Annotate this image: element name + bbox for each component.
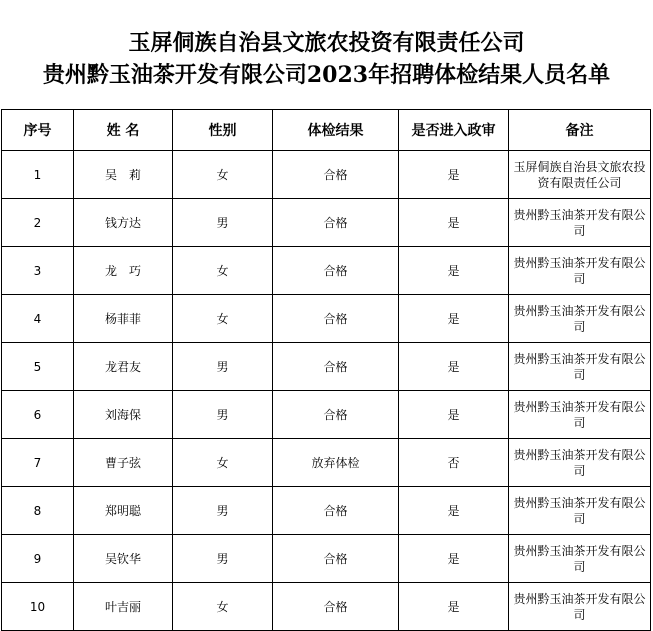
cell-no: 3 [2, 247, 74, 295]
cell-result: 合格 [273, 295, 399, 343]
cell-no: 2 [2, 199, 74, 247]
cell-no: 1 [2, 151, 74, 199]
table-row [2, 151, 651, 199]
cell-review: 是 [399, 199, 509, 247]
cell-name: 刘海保 [74, 391, 173, 439]
table-row [2, 535, 651, 583]
cell-gender: 男 [173, 535, 273, 583]
cell-result: 合格 [273, 487, 399, 535]
cell-review: 是 [399, 535, 509, 583]
cell-name: 郑明聪 [74, 487, 173, 535]
cell-result: 合格 [273, 151, 399, 199]
header-review: 是否进入政审 [399, 110, 509, 151]
cell-no: 7 [2, 439, 74, 487]
cell-review: 是 [399, 391, 509, 439]
cell-note: 贵州黔玉油茶开发有限公司 [509, 535, 651, 583]
cell-gender: 男 [173, 199, 273, 247]
cell-no: 4 [2, 295, 74, 343]
cell-name: 叶吉丽 [74, 583, 173, 631]
table-row [2, 199, 651, 247]
header-result: 体检结果 [273, 110, 399, 151]
table-row [2, 583, 651, 631]
cell-gender: 男 [173, 343, 273, 391]
title-line-1: 玉屏侗族自治县文旅农投资有限责任公司 [128, 30, 525, 56]
cell-note: 贵州黔玉油茶开发有限公司 [509, 391, 651, 439]
cell-no: 9 [2, 535, 74, 583]
cell-review: 否 [399, 439, 509, 487]
cell-no: 5 [2, 343, 74, 391]
cell-gender: 女 [173, 439, 273, 487]
cell-name: 吴 莉 [74, 151, 173, 199]
table-row [2, 487, 651, 535]
cell-result: 放弃体检 [273, 439, 399, 487]
cell-result: 合格 [273, 247, 399, 295]
cell-name: 吴钦华 [74, 535, 173, 583]
table-row [2, 247, 651, 295]
cell-no: 10 [2, 583, 74, 631]
cell-gender: 女 [173, 151, 273, 199]
cell-gender: 女 [173, 583, 273, 631]
cell-name: 龙 巧 [74, 247, 173, 295]
cell-note: 贵州黔玉油茶开发有限公司 [509, 199, 651, 247]
table-row [2, 343, 651, 391]
header-no: 序号 [2, 110, 74, 151]
cell-no: 6 [2, 391, 74, 439]
cell-result: 合格 [273, 535, 399, 583]
cell-note: 贵州黔玉油茶开发有限公司 [509, 343, 651, 391]
cell-note: 贵州黔玉油茶开发有限公司 [509, 247, 651, 295]
cell-review: 是 [399, 343, 509, 391]
cell-gender: 男 [173, 487, 273, 535]
cell-review: 是 [399, 583, 509, 631]
cell-name: 龙君友 [74, 343, 173, 391]
cell-no: 8 [2, 487, 74, 535]
cell-result: 合格 [273, 583, 399, 631]
cell-note: 贵州黔玉油茶开发有限公司 [509, 439, 651, 487]
cell-note: 贵州黔玉油茶开发有限公司 [509, 583, 651, 631]
title-line-2: 贵州黔玉油茶开发有限公司2023年招聘体检结果人员名单 [42, 62, 611, 88]
document-title [0, 0, 653, 110]
cell-name: 钱方达 [74, 199, 173, 247]
cell-gender: 男 [173, 391, 273, 439]
cell-gender: 女 [173, 247, 273, 295]
cell-result: 合格 [273, 391, 399, 439]
cell-gender: 女 [173, 295, 273, 343]
cell-review: 是 [399, 151, 509, 199]
cell-review: 是 [399, 247, 509, 295]
cell-result: 合格 [273, 199, 399, 247]
table-header-row [2, 110, 651, 151]
cell-note: 贵州黔玉油茶开发有限公司 [509, 487, 651, 535]
cell-note: 玉屏侗族自治县文旅农投资有限责任公司 [509, 151, 651, 199]
results-table [1, 109, 651, 631]
table-row [2, 439, 651, 487]
cell-name: 杨菲菲 [74, 295, 173, 343]
cell-note: 贵州黔玉油茶开发有限公司 [509, 295, 651, 343]
header-name: 姓 名 [74, 110, 173, 151]
header-gender: 性别 [173, 110, 273, 151]
cell-name: 曹子弦 [74, 439, 173, 487]
table-row [2, 391, 651, 439]
header-note: 备注 [509, 110, 651, 151]
cell-result: 合格 [273, 343, 399, 391]
cell-review: 是 [399, 487, 509, 535]
cell-review: 是 [399, 295, 509, 343]
table-row [2, 295, 651, 343]
